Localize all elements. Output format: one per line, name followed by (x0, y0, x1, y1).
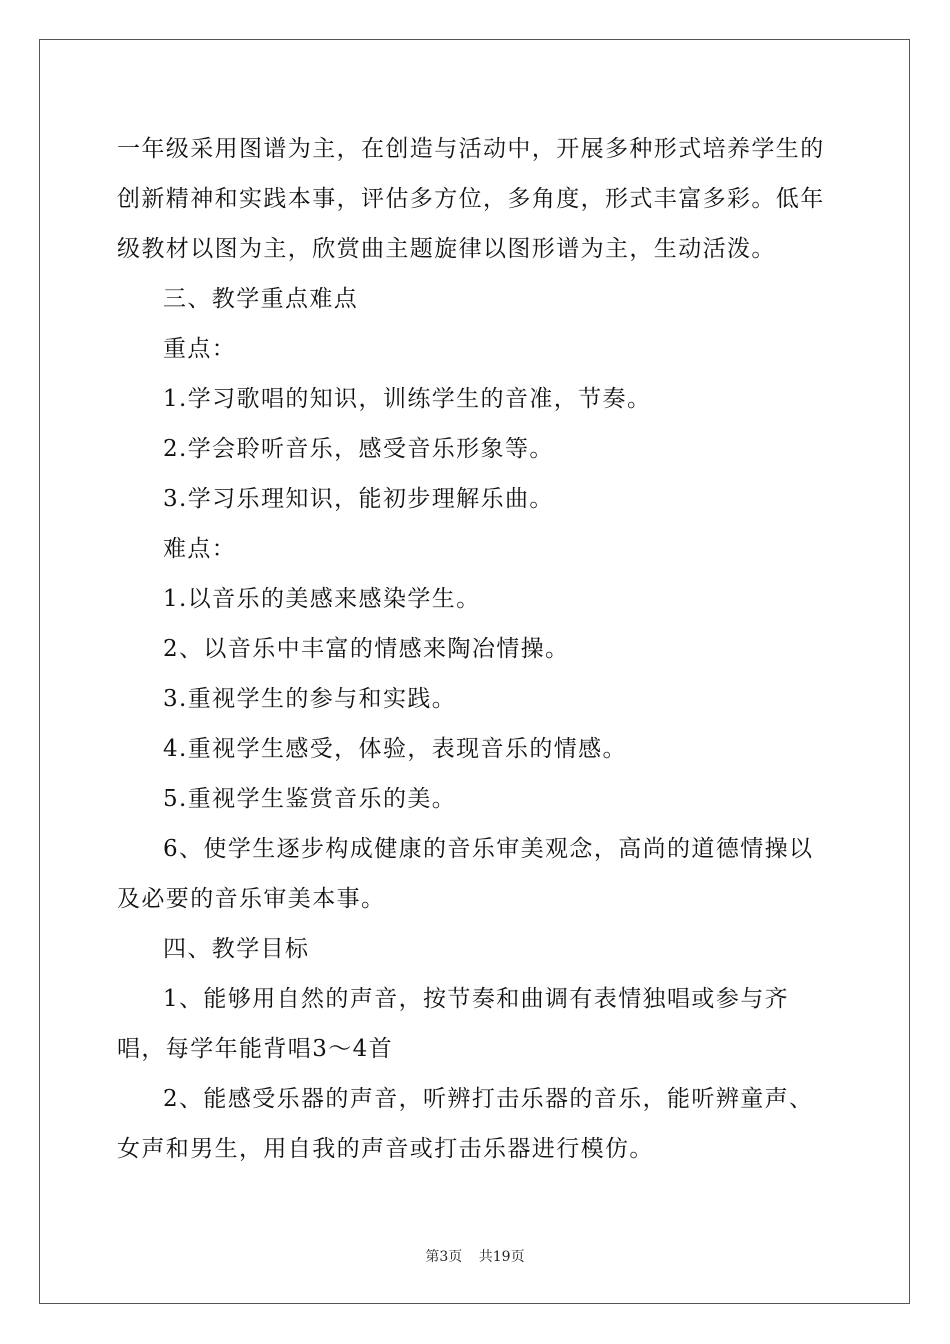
subheading-key-points: 重点： (163, 336, 237, 362)
page-number-current: 第3页 (425, 1249, 463, 1265)
list-item: 4.重视学生感受，体验，表现音乐的情感。 (163, 736, 627, 762)
list-item: 3.重视学生的参与和实践。 (163, 686, 457, 712)
list-item: 2、能感受乐器的声音，听辨打击乐器的音乐，能听辨童声、女声和男生，用自我的声音或打击乐器进行模仿。 (117, 1086, 814, 1162)
page-footer (0, 1246, 950, 1266)
list-item: 1、能够用自然的声音，按节奏和曲调有表情独唱或参与齐唱，每学年能背唱3～4首 (117, 986, 790, 1062)
list-item: 3.学习乐理知识，能初步理解乐曲。 (163, 486, 554, 512)
paragraph-1: 一年级采用图谱为主，在创造与活动中，开展多种形式培养学生的创新精神和实践本事，评估多方位，多角度，形式丰富多彩。低年级教材以图为主，欣赏曲主题旋律以图形谱为主，生动活泼。 (117, 136, 825, 262)
page-number-total: 共19页 (478, 1249, 525, 1265)
document-body (117, 124, 835, 1174)
subheading-difficulties: 难点： (163, 536, 237, 562)
list-item: 2.学会聆听音乐，感受音乐形象等。 (163, 436, 554, 462)
list-item: 5.重视学生鉴赏音乐的美。 (163, 786, 457, 812)
list-item: 2、以音乐中丰富的情感来陶冶情操。 (163, 636, 570, 662)
list-item: 1.以音乐的美感来感染学生。 (163, 586, 481, 612)
section-heading-4: 四、教学目标 (163, 936, 310, 962)
section-heading-3: 三、教学重点难点 (163, 286, 359, 312)
list-item: 1.学习歌唱的知识，训练学生的音准，节奏。 (163, 386, 652, 412)
list-item: 6、使学生逐步构成健康的音乐审美观念，高尚的道德情操以及必要的音乐审美本事。 (117, 836, 814, 912)
